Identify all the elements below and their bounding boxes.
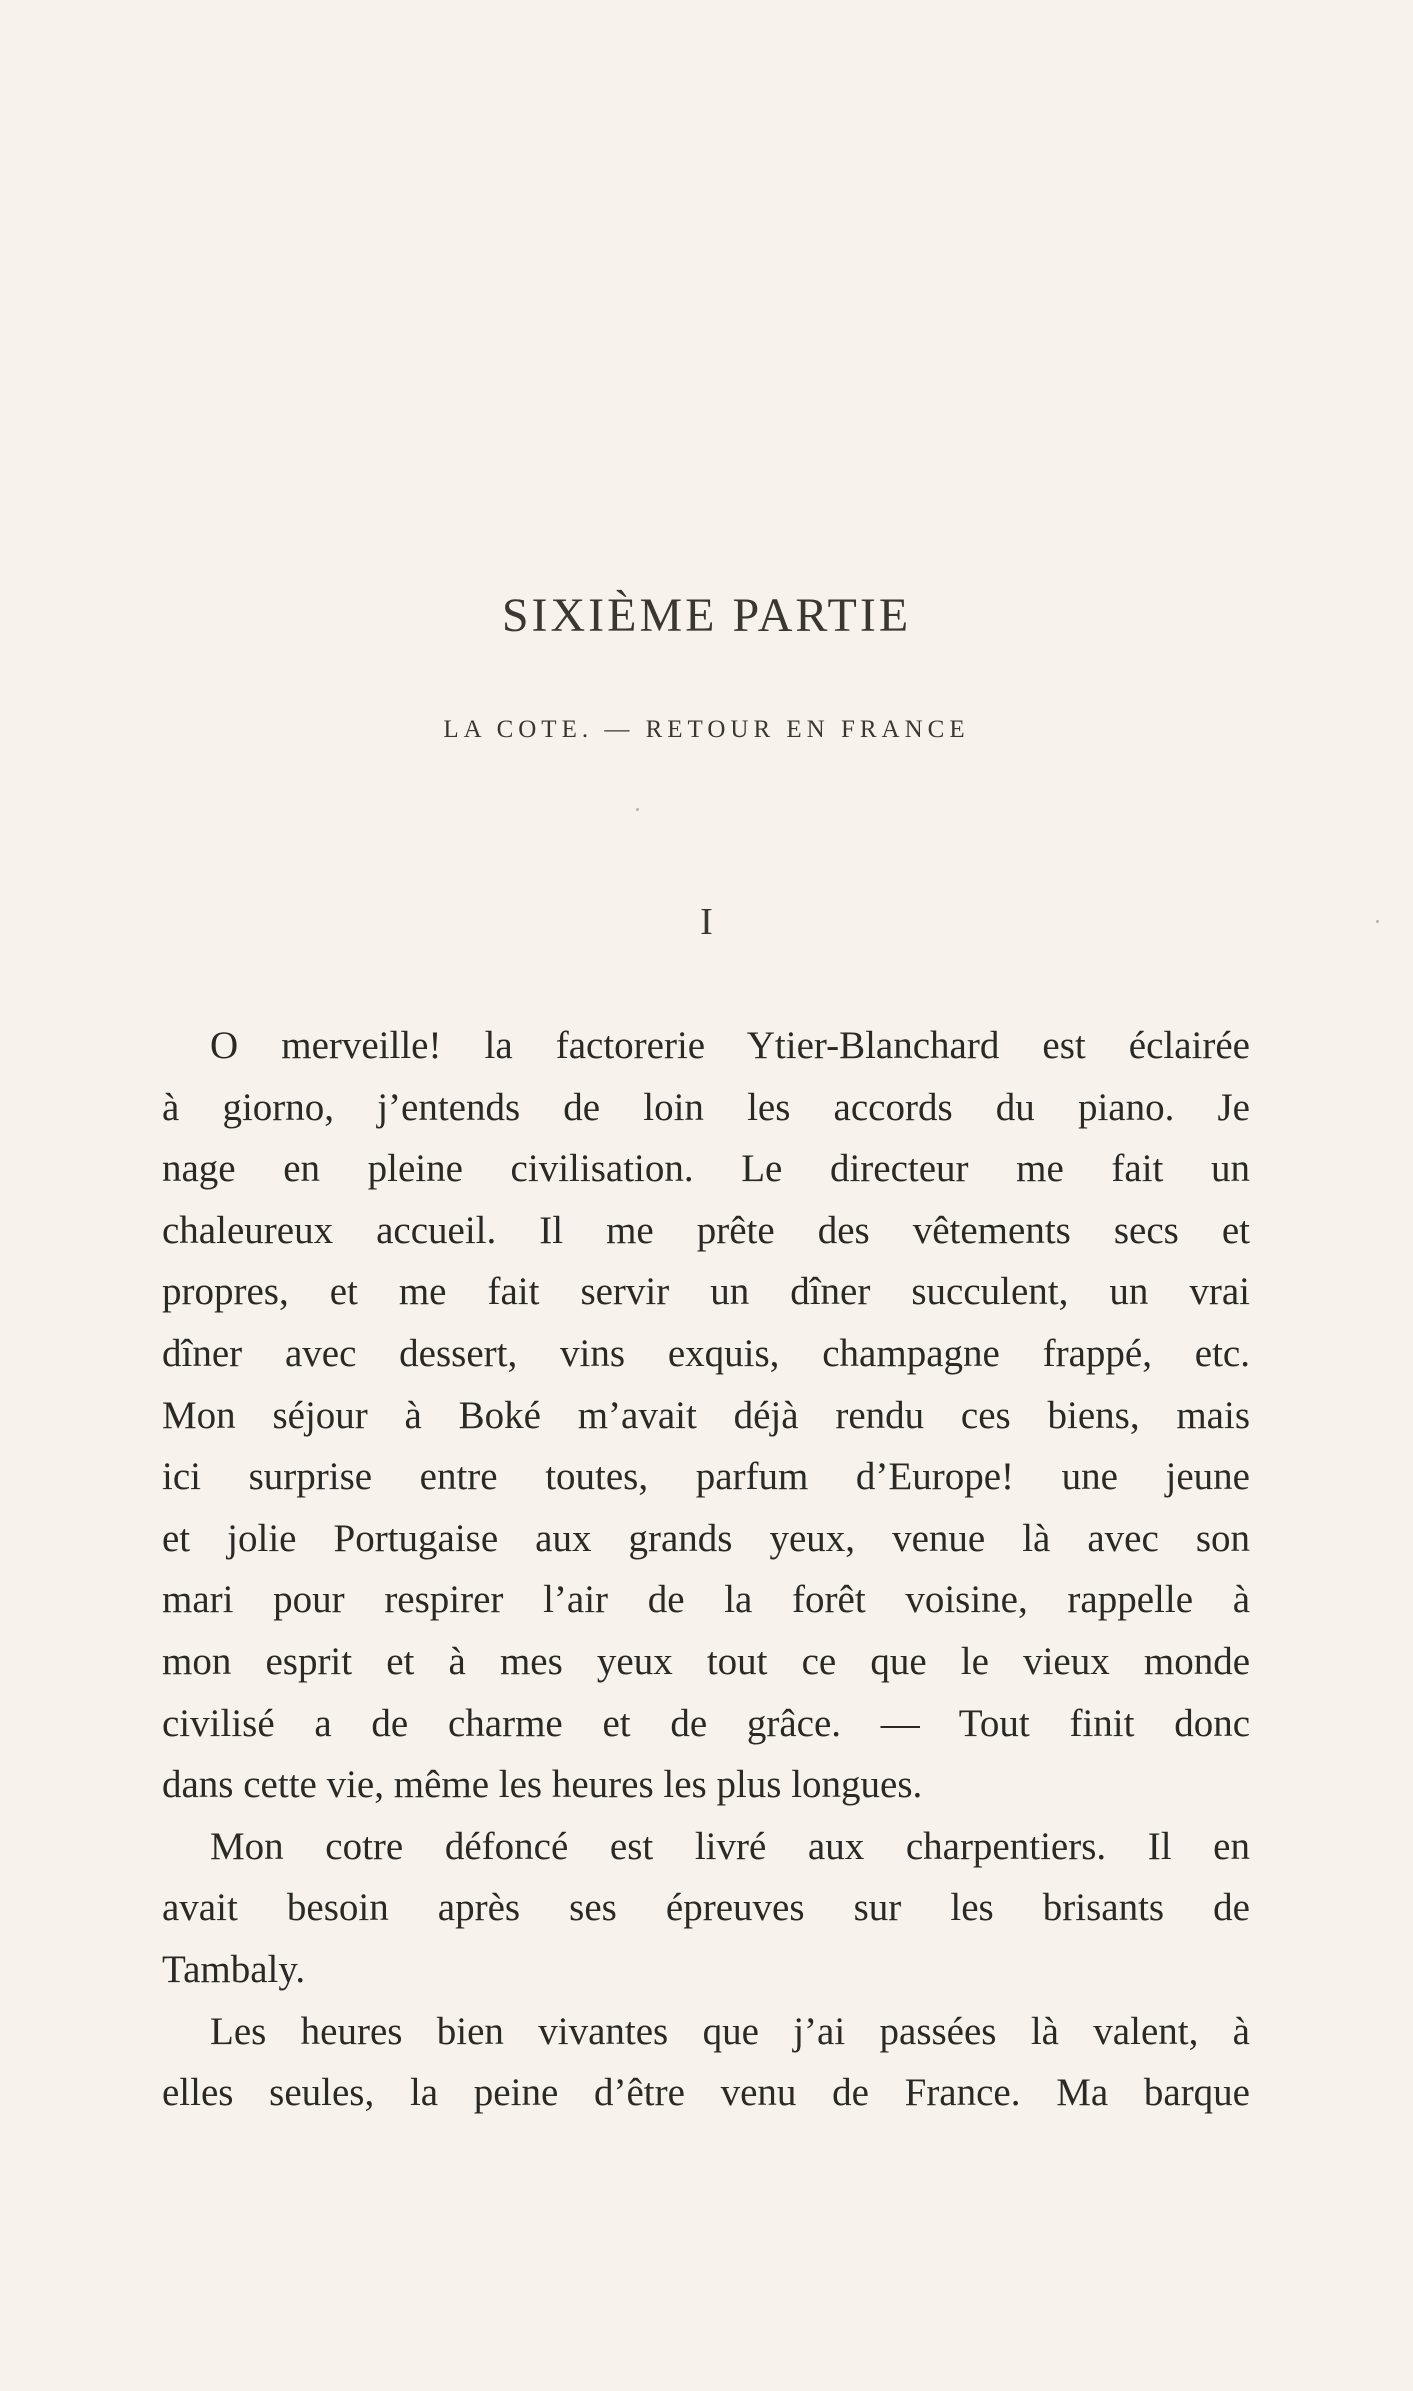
text-line: avait besoin après ses épreuves sur les brisants de xyxy=(162,1886,1250,1930)
text-line: dîner avec dessert, vins exquis, champagne frappé, etc. xyxy=(162,1331,1250,1375)
text-line: Les heures bien vivantes que j’ai passées là valent, à xyxy=(210,2009,1250,2053)
text-line: nage en pleine civilisation. Le directeur me fait un xyxy=(162,1147,1250,1191)
body-text xyxy=(162,1015,1250,2124)
print-speck xyxy=(636,808,639,811)
text-line: et jolie Portugaise aux grands yeux, venue là avec son xyxy=(162,1516,1250,1560)
text-line: ici surprise entre toutes, parfum d’Europe! une jeune xyxy=(162,1455,1250,1499)
paragraph-3 xyxy=(162,2001,1250,2124)
chapter-number: I xyxy=(700,901,713,943)
text-line: civilisé a de charme et de grâce. — Tout finit donc xyxy=(162,1701,1250,1745)
text-line: dans cette vie, même les heures les plus longues. xyxy=(162,1763,923,1807)
text-line: mari pour respirer l’air de la forêt voisine, rappelle à xyxy=(162,1578,1250,1622)
text-line: propres, et me fait servir un dîner succulent, un vrai xyxy=(162,1270,1250,1314)
part-title: SIXIÈME PARTIE xyxy=(501,589,912,642)
text-line: elles seules, la peine d’être venu de France. Ma barque xyxy=(162,2071,1250,2115)
part-subtitle: LA COTE. — RETOUR EN FRANCE xyxy=(443,716,970,743)
text-line: chaleureux accueil. Il me prête des vêtements secs et xyxy=(162,1208,1250,1252)
text-line: Mon cotre défoncé est livré aux charpentiers. Il en xyxy=(210,1824,1250,1868)
text-line: mon esprit et à mes yeux tout ce que le vieux monde xyxy=(162,1639,1250,1683)
text-line: Mon séjour à Boké m’avait déjà rendu ces biens, mais xyxy=(162,1393,1250,1437)
paragraph-1 xyxy=(162,1015,1250,1816)
paragraph-2 xyxy=(162,1816,1250,2001)
text-line: à giorno, j’entends de loin les accords du piano. Je xyxy=(162,1085,1250,1129)
text-line: Tambaly. xyxy=(162,1947,306,1991)
text-line: O merveille! la factorerie Ytier-Blanchard est éclairée xyxy=(210,1024,1250,1067)
